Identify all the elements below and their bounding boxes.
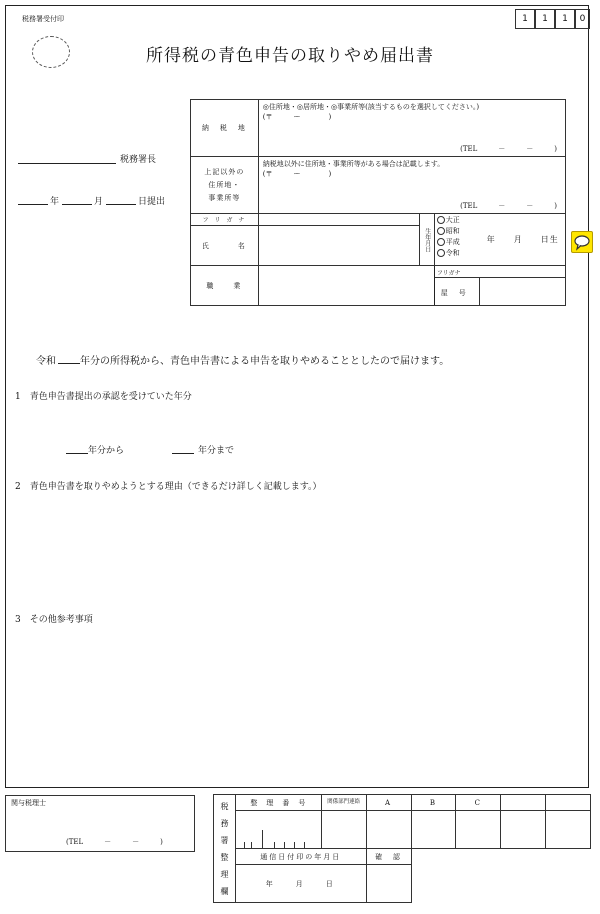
section-2-title: 2 青色申告書を取りやめようとする理由（できるだけ詳しく記載します。） [15, 482, 322, 492]
era-option[interactable] [437, 215, 460, 226]
office-use-side-label [214, 795, 236, 903]
shop-label: 屋 号 [440, 289, 468, 297]
statement-prefix: 令和 [36, 356, 56, 367]
taxplace-label: 納 税 地 [191, 100, 259, 157]
side-char: 整 [220, 852, 229, 862]
confirm-field[interactable] [366, 865, 411, 903]
birth-label [419, 214, 434, 266]
era-label: 平成 [445, 238, 460, 246]
other-address-label [191, 157, 259, 214]
era-option[interactable] [437, 237, 460, 248]
name-field[interactable] [258, 226, 419, 266]
confirm-label: 確 認 [366, 849, 411, 865]
other-address-field[interactable] [258, 157, 565, 214]
blank-header [546, 795, 591, 811]
name-label: 氏 名 [191, 226, 259, 266]
era-option[interactable] [437, 226, 460, 237]
form-code-digit: 1 [515, 9, 535, 29]
col-c-header: C [456, 795, 501, 811]
occupation-label: 職 業 [191, 266, 259, 306]
taxplace-zip: (〒 ー ) [262, 113, 332, 121]
submit-year-field[interactable] [18, 204, 48, 205]
col-c-field[interactable] [456, 811, 501, 849]
furigana-label: フ リ ガ ナ [191, 214, 259, 226]
taxplace-field[interactable] [258, 100, 565, 157]
era-option[interactable] [437, 248, 460, 259]
taxplace-options[interactable]: ◎住所地・◎居所地・◎事業所等(該当するものを選択してください。) [262, 103, 480, 111]
other-address-zip: (〒 ー ) [262, 170, 332, 178]
office-use-table [213, 794, 591, 903]
reason-area[interactable] [30, 495, 570, 600]
blank-header [501, 795, 546, 811]
birth-date-text: 年 月 日生 [486, 235, 559, 244]
submit-month-label: 月 [94, 197, 104, 207]
section-1-title: 1 青色申告書提出の承認を受けていた年分 [15, 392, 192, 402]
date-stamp-label: 通信日付印の年月日 [235, 849, 366, 865]
other-address-label-line: 上記以外の [204, 167, 245, 176]
office-use-blank [411, 849, 590, 903]
side-char: 税 [220, 801, 229, 811]
serial-number-header: 整 理 番 号 [235, 795, 321, 811]
furigana-field[interactable] [258, 214, 419, 226]
other-address-label-line: 住所地・ [208, 180, 241, 189]
submit-day-field[interactable] [106, 204, 136, 205]
from-label: 年分から [88, 446, 125, 456]
from-year-field[interactable] [66, 453, 88, 454]
to-year-field[interactable] [172, 453, 194, 454]
serial-number-field[interactable] [235, 811, 321, 849]
col-b-header: B [411, 795, 456, 811]
submit-month-field[interactable] [62, 204, 92, 205]
applicant-table [190, 99, 566, 306]
blank-field[interactable] [546, 811, 591, 849]
to-label: 年分まで [198, 446, 235, 456]
other-address-tel: (TEL － － ) [460, 202, 557, 210]
submit-day-label: 日提出 [138, 197, 166, 207]
form-code-digit: 1 [555, 9, 575, 29]
shop-row[interactable] [434, 278, 565, 306]
tax-office-suffix: 税務署長 [120, 155, 157, 165]
col-a-header: A [366, 795, 411, 811]
side-char: 理 [220, 869, 229, 879]
dept-contact-field[interactable] [321, 811, 366, 849]
occupation-field[interactable] [258, 266, 434, 306]
statement-body: 年分の所得税から、青色申告書による申告を取りやめることとしたので届けます。 [80, 356, 450, 367]
era-label: 大正 [445, 216, 460, 224]
side-char: 欄 [220, 886, 229, 896]
other-address-note: 納税地以外に住所地・事業所等がある場合は記載します。 [262, 160, 445, 168]
dept-contact-header: 関係部門連絡 [321, 795, 366, 811]
side-char: 署 [220, 835, 229, 845]
reception-stamp-circle [32, 36, 70, 68]
tax-accountant-box[interactable] [5, 795, 195, 852]
date-stamp-field[interactable]: 年 月 日 [235, 865, 366, 903]
tax-office-field[interactable] [18, 163, 116, 164]
taxplace-tel: (TEL － － ) [460, 145, 557, 153]
tax-accountant-label: 関与税理士 [11, 799, 46, 807]
era-options[interactable] [437, 215, 460, 259]
birth-label-text: 生年月日 [423, 227, 431, 252]
reception-stamp-label: 税務署受付印 [22, 15, 64, 23]
shop-furigana-label: フリガナ [436, 270, 461, 277]
form-code-digit: 0 [575, 9, 590, 29]
era-label: 昭和 [445, 227, 460, 235]
side-char: 務 [220, 818, 229, 828]
era-label: 令和 [445, 249, 460, 257]
col-a-field[interactable] [366, 811, 411, 849]
section-3-title: 3 その他参考事項 [15, 615, 93, 625]
blank-field[interactable] [501, 811, 546, 849]
form-code-digit: 1 [535, 9, 555, 29]
col-b-field[interactable] [411, 811, 456, 849]
shop-furigana-row [434, 266, 565, 278]
notes-area[interactable] [30, 628, 570, 768]
submit-year-label: 年 [50, 197, 60, 207]
comment-icon[interactable] [571, 231, 593, 253]
tax-accountant-tel: (TEL － － ) [66, 838, 163, 846]
form-title: 所得税の青色申告の取りやめ届出書 [146, 46, 434, 66]
other-address-label-line: 事業所等 [208, 193, 241, 202]
statement-year-field[interactable] [58, 363, 80, 364]
birth-field[interactable] [434, 214, 565, 266]
